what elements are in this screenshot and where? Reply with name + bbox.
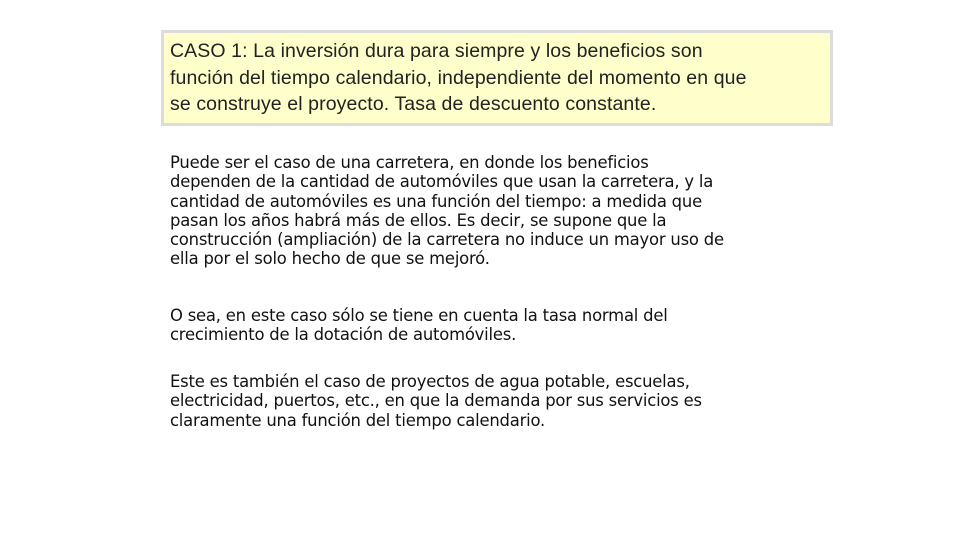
paragraph-line: electricidad, puertos, etc., en que la demanda por sus servicios es <box>170 391 702 411</box>
case-title-box <box>161 30 833 126</box>
paragraph-line: pasan los años habrá más de ellos. Es decir, se supone que la <box>170 210 667 230</box>
title-line: función del tiempo calendario, independiente del momento en que <box>170 66 747 89</box>
paragraph-line: O sea, en este caso sólo se tiene en cuenta la tasa normal del <box>170 306 668 325</box>
paragraph-line: crecimiento de la dotación de automóviles. <box>170 325 517 345</box>
title-line: se construye el proyecto. Tasa de descuento constante. <box>170 93 657 115</box>
paragraph-line: dependen de la cantidad de automóviles que usan la carretera, y la <box>170 172 714 192</box>
paragraph-line: Este es también el caso de proyectos de agua potable, escuelas, <box>170 372 690 391</box>
paragraph-line: Puede ser el caso de una carretera, en donde los beneficios <box>170 153 649 172</box>
paragraph-line: construcción (ampliación) de la carretera no induce un mayor uso de <box>170 230 724 250</box>
paragraph-road-example <box>170 153 790 269</box>
paragraph-growth-rate <box>170 306 790 345</box>
paragraph-line: cantidad de automóviles es una función del tiempo: a medida que <box>170 191 702 211</box>
paragraph-line: claramente una función del tiempo calendario. <box>170 410 546 430</box>
paragraph-line: ella por el solo hecho de que se mejoró. <box>170 249 490 269</box>
paragraph-other-projects <box>170 372 790 430</box>
title-line: CASO 1: La inversión dura para siempre y los beneficios son <box>170 40 703 62</box>
